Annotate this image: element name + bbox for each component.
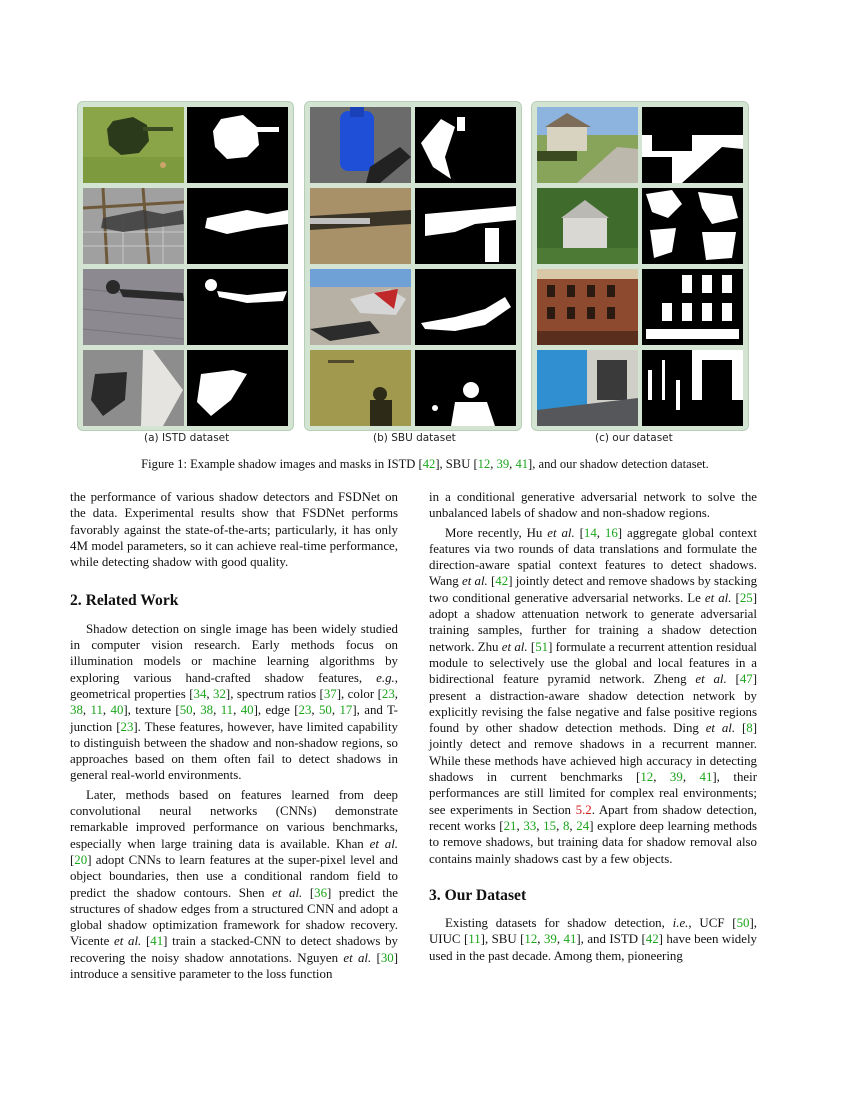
citation-link[interactable]: 12 bbox=[524, 932, 538, 947]
text-run: [ bbox=[302, 885, 315, 900]
citation-link[interactable]: 50 bbox=[179, 703, 193, 718]
citation-link[interactable]: 32 bbox=[213, 686, 226, 701]
citation-link[interactable]: 42 bbox=[645, 932, 659, 947]
text-run: et al. bbox=[695, 672, 727, 687]
citation-link[interactable]: 39 bbox=[496, 457, 510, 471]
citation-link[interactable]: 11 bbox=[90, 703, 103, 718]
text-run: , bbox=[509, 457, 516, 471]
citation-link[interactable]: 38 bbox=[70, 703, 83, 718]
right-column bbox=[429, 489, 757, 964]
citation-link[interactable]: 20 bbox=[74, 852, 88, 867]
section-2-heading: 2. Related Work bbox=[70, 592, 179, 610]
citation-link[interactable]: 41 bbox=[515, 457, 529, 471]
citation-link[interactable]: 39 bbox=[543, 932, 557, 947]
text-run: [ bbox=[527, 639, 536, 654]
text-run: More recently, Hu bbox=[445, 525, 548, 540]
figure-panel-ours bbox=[531, 101, 749, 431]
related-work-paragraph-3: More recently, Hu et al. [14, 16] aggregate global context features via two rounds of data translations and formulate the direction-aware spatial context features to detect shadows. Wang et al. [42] jointly detect and remove shadows by stacking two conditional generative adversarial networks. Le et al. [25] adopt a shadow attenuation network to generate adversarial training samples, further for training a shadow detection network. Zhu et al. [51] formulate a recurrent attention residual module to selectively use the global and local features in a bidirectional feature pyramid network. Zheng et al. [47] present a distraction-aware shadow detection network by explicitly revising the false negative and false positive regions found by other shadow detection methods. Ding et al. [8] jointly detect and remove shadows in a recurrent manner. While these methods have achieved high accuracy in detecting shadows in current benchmarks [12, 39, 41], their performances are still limited for complex real environments; see experiments in Section 5.2. Apart from shadow detection, recent works [21, 33, 15, 8, 24] explore deep learning methods to remove shadows, but training data for shadow removal also contains mainly shadows cast by a few objects. bbox=[429, 525, 758, 866]
text-run: ], spectrum ratios [ bbox=[225, 686, 324, 701]
citation-link[interactable]: 16 bbox=[604, 525, 618, 540]
text-run: et al. bbox=[501, 639, 528, 654]
citation-link[interactable]: 51 bbox=[535, 639, 549, 654]
text-run: ], edge [ bbox=[253, 703, 299, 718]
panel-label-sbu: (b) SBU dataset bbox=[373, 432, 456, 444]
text-run: , geometrical properties [ bbox=[70, 670, 398, 701]
citation-link[interactable]: 17 bbox=[339, 703, 353, 718]
figure-panel-istd bbox=[77, 101, 294, 431]
sbu-mask-1 bbox=[415, 107, 516, 183]
text-run: ], and ISTD [ bbox=[576, 932, 646, 947]
sbu-mask-3 bbox=[415, 269, 516, 345]
citation-link[interactable]: 39 bbox=[669, 770, 683, 785]
text-run: ], color [ bbox=[336, 686, 382, 701]
text-run: et al. bbox=[343, 950, 372, 965]
ours-mask-2 bbox=[642, 188, 743, 264]
text-run: ], their performances are still limited for complex real environments; see experiments in Section bbox=[429, 770, 757, 817]
citation-link[interactable]: 11 bbox=[468, 932, 481, 947]
section-link[interactable]: 5.2 bbox=[575, 802, 592, 817]
sbu-image-3 bbox=[310, 269, 411, 345]
text-run: [ bbox=[726, 672, 740, 687]
text-run: i.e. bbox=[672, 916, 689, 931]
text-run: ], texture [ bbox=[123, 703, 180, 718]
citation-link[interactable]: 23 bbox=[381, 686, 395, 701]
citation-link[interactable]: 50 bbox=[318, 703, 332, 718]
citation-link[interactable]: 50 bbox=[736, 916, 750, 931]
text-run: ] formulate a recurrent attention residual module to selectively use the global and local features in a bidirectional feature pyramid network. Zheng bbox=[429, 639, 757, 687]
citation-link[interactable]: 21 bbox=[503, 818, 517, 833]
citation-link[interactable]: 8 bbox=[746, 721, 753, 736]
istd-image-3 bbox=[83, 269, 184, 345]
citation-link[interactable]: 30 bbox=[380, 950, 394, 965]
citation-link[interactable]: 33 bbox=[523, 818, 537, 833]
text-run: ] adopt a shadow attenuation network to generate adversarial training samples, further for training a shadow detection network. Zhu bbox=[429, 590, 757, 654]
text-run: ], and our shadow detection dataset. bbox=[528, 457, 709, 471]
intro-paragraph bbox=[70, 489, 398, 570]
figure-caption bbox=[100, 457, 750, 472]
text-run: ] have been widely used in the past decade. Among them, pioneering bbox=[429, 932, 757, 963]
istd-image-4 bbox=[83, 350, 184, 426]
citation-link[interactable]: 12 bbox=[640, 770, 654, 785]
istd-mask-2 bbox=[187, 188, 288, 264]
text-run: ] train a stacked-CNN to detect shadows by recovering the noisy shadow annotations. Nguyen bbox=[70, 934, 398, 965]
left-column bbox=[70, 489, 398, 982]
text-run: ], SBU [ bbox=[480, 932, 525, 947]
istd-mask-1 bbox=[187, 107, 288, 183]
text-run: et al. bbox=[547, 525, 575, 540]
text-run: Later, methods based on features learned from deep convolutional neural networks (CNNs) demonstrate remarkable improved performance on various benchmarks, especially when large training data is available. Khan bbox=[70, 787, 398, 851]
text-run: ], SBU [ bbox=[435, 457, 478, 471]
citation-link[interactable]: 23 bbox=[120, 719, 134, 734]
text-run: [ bbox=[487, 574, 496, 589]
ours-mask-4 bbox=[642, 350, 743, 426]
text-run: , UCF [ bbox=[688, 916, 737, 931]
text-run: [ bbox=[574, 525, 584, 540]
ours-image-4 bbox=[537, 350, 638, 426]
citation-link[interactable]: 8 bbox=[562, 818, 570, 833]
our-dataset-paragraph: Existing datasets for shadow detection, i.e., UCF [50], UIUC [11], SBU [12, 39, 41], and ISTD [42] have been widely used in the past decade. Among them, pioneering bbox=[429, 916, 757, 963]
sbu-mask-4 bbox=[415, 350, 516, 426]
text-run: ]. These features, however, have limited capability to distinguish between the shadow and non-shadow regions, so approaches based on them often fail to detect shadows in general real-world environments. bbox=[70, 719, 398, 783]
citation-link[interactable]: 11 bbox=[220, 703, 234, 718]
panel-label-istd: (a) ISTD dataset bbox=[144, 432, 230, 444]
text-run: ] aggregate global context features via two rounds of data translations and formulate the direction-aware spatial context features to detect shadows. Wang bbox=[429, 525, 758, 589]
text-run: e.g. bbox=[376, 670, 395, 685]
citation-link[interactable]: 37 bbox=[323, 686, 337, 701]
citation-link[interactable]: 23 bbox=[298, 703, 312, 718]
istd-image-2 bbox=[83, 188, 184, 264]
citation-link[interactable]: 41 bbox=[699, 770, 713, 785]
sbu-image-1 bbox=[310, 107, 411, 183]
istd-mask-4 bbox=[187, 350, 288, 426]
related-work-paragraph-2 bbox=[70, 787, 398, 983]
citation-link[interactable]: 24 bbox=[576, 818, 590, 833]
text-run: Figure 1: Example shadow images and masks in ISTD [ bbox=[141, 457, 423, 471]
text-run: [ bbox=[70, 852, 75, 867]
text-run: Existing datasets for shadow detection, bbox=[445, 916, 673, 931]
ours-image-1 bbox=[537, 107, 638, 183]
istd-image-1 bbox=[83, 107, 184, 183]
sbu-mask-2 bbox=[415, 188, 516, 264]
text-run: ] jointly detect and remove shadows in a recurrent manner. While these methods have achieved high accuracy in detecting shadows in current benchmarks [ bbox=[429, 721, 757, 785]
figure-panel-sbu bbox=[304, 101, 522, 431]
citation-link[interactable]: 40 bbox=[110, 703, 124, 718]
citation-link[interactable]: 47 bbox=[739, 672, 753, 687]
text-run: ] jointly detect and remove shadows by stacking two conditional generative adversarial networks. Le bbox=[429, 574, 758, 605]
citation-link[interactable]: 38 bbox=[200, 703, 214, 718]
citation-link[interactable]: 40 bbox=[240, 703, 254, 718]
istd-mask-3 bbox=[187, 269, 288, 345]
citation-link[interactable]: 15 bbox=[543, 818, 557, 833]
text-run: et al. bbox=[704, 590, 732, 605]
text-run: ] explore deep learning methods to remove shadows, but training data for shadow removal also contains mainly shadows cast by a few objects. bbox=[429, 818, 758, 866]
text-run: ], UIUC [ bbox=[429, 916, 757, 947]
text-run: et al. bbox=[461, 574, 488, 589]
related-work-paragraph-1: Shadow detection on single image has been widely studied in computer vision research. Early methods focus on illumination models or machine learning algorithms by exploring various hand-crafted shadow features, e.g., geometrical properties [34, 32], spectrum ratios [37], color [23, 38, 11, 40], texture [50, 38, 11, 40], edge [23, 50, 17], and T-junction [23]. These features, however, have limited capability to distinguish between the shadow and non-shadow regions, so approaches based on them often fail to detect shadows in general real-world environments. bbox=[70, 621, 398, 783]
sbu-image-2 bbox=[310, 188, 411, 264]
text-run: in a conditional generative adversarial network to solve the unbalanced labels of shadow and non-shadow regions. bbox=[429, 490, 757, 521]
right-continuation-paragraph bbox=[429, 489, 757, 522]
ours-image-3 bbox=[537, 269, 638, 345]
text-run: ] predict the structures of shadow edges from a structured CNN and adopt a global shadow optimization framework for shadow recovery. Vicente bbox=[70, 885, 398, 949]
citation-link[interactable]: 42 bbox=[495, 574, 509, 589]
citation-link[interactable]: 41 bbox=[150, 934, 164, 949]
text-run: et al. bbox=[369, 836, 398, 851]
text-run: et al. bbox=[272, 885, 303, 900]
text-run: et al. bbox=[705, 721, 736, 736]
citation-link[interactable]: 34 bbox=[193, 686, 207, 701]
ours-image-2 bbox=[537, 188, 638, 264]
text-run: ] adopt CNNs to learn features at the super-pixel level and object boundaries, then use a conditional random field to predict the shadow contours. Shen bbox=[70, 852, 398, 900]
text-run: [ bbox=[735, 721, 747, 736]
text-run: [ bbox=[141, 934, 151, 949]
citation-link[interactable]: 42 bbox=[422, 457, 436, 471]
text-run: the performance of various shadow detectors and FSDNet on the data. Experimental results show that FSDNet performs favorably against the state-of-the-arts; particularly, it has only 4M model parameters, so it can achieve real-time performance, while detecting shadow with good quality. bbox=[70, 490, 398, 570]
text-run: et al. bbox=[114, 934, 142, 949]
ours-mask-1 bbox=[642, 107, 743, 183]
citation-link[interactable]: 12 bbox=[477, 457, 491, 471]
text-run: ] present a distraction-aware shadow detection network by explicitly revising the false negative and false positive regions found by other shadow detection methods. Ding bbox=[429, 672, 758, 736]
text-run: ] introduce a sensitive parameter to the loss function bbox=[70, 950, 399, 982]
section-3-heading: 3. Our Dataset bbox=[429, 886, 527, 904]
sbu-image-4 bbox=[310, 350, 411, 426]
citation-link[interactable]: 25 bbox=[739, 590, 753, 605]
citation-link[interactable]: 36 bbox=[314, 885, 328, 900]
ours-mask-3 bbox=[642, 269, 743, 345]
citation-link[interactable]: 41 bbox=[563, 932, 577, 947]
text-run: [ bbox=[371, 950, 381, 965]
citation-link[interactable]: 14 bbox=[583, 525, 597, 540]
text-run: Shadow detection on single image has been widely studied in computer vision research. Early methods focus on illumination models or machine learning algorithms by exploring various hand-crafted shadow features, bbox=[70, 621, 398, 685]
text-run: [ bbox=[731, 590, 740, 605]
text-run: . Apart from shadow detection, recent works [ bbox=[429, 802, 757, 833]
panel-label-ours: (c) our dataset bbox=[595, 432, 673, 444]
text-run: ], and T-junction [ bbox=[70, 703, 398, 734]
text-run: , bbox=[490, 457, 497, 471]
